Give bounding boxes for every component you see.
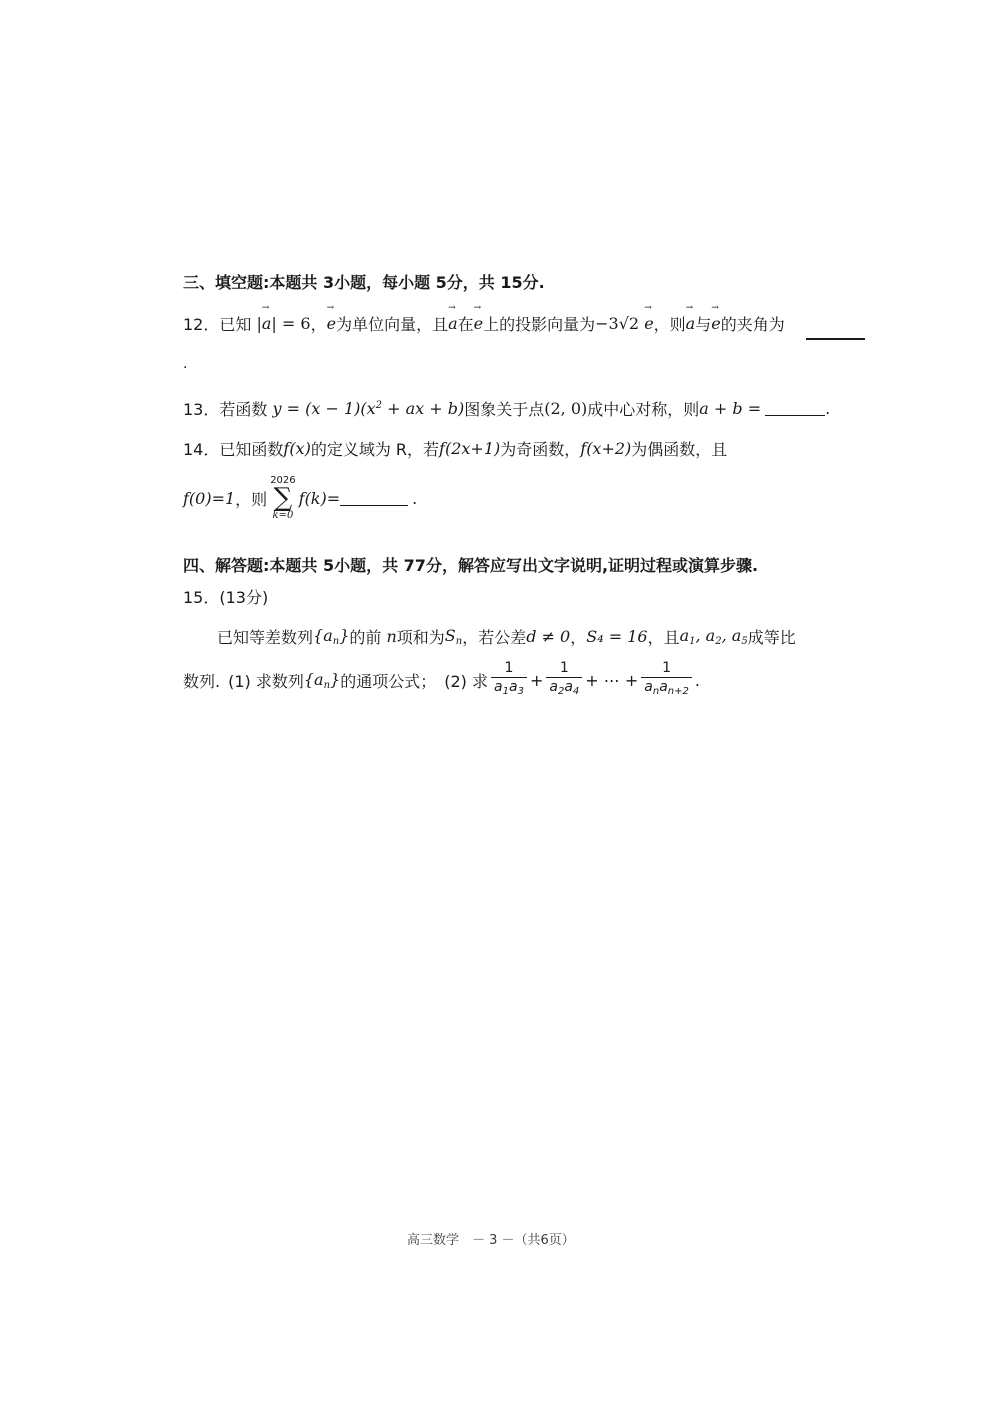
formula-projection: −3√2 → e	[595, 314, 654, 333]
question-15-text-7: 成等比	[747, 628, 796, 647]
question-13-text-2: 图象关于点	[464, 400, 545, 419]
question-12-text-2: ，	[310, 315, 327, 334]
question-13-end: .	[825, 399, 831, 418]
answer-blank-13[interactable]	[765, 401, 825, 416]
question-15-text-6: ，且	[647, 628, 680, 647]
question-15-number: 15．	[183, 588, 220, 607]
answer-blank-12[interactable]	[806, 338, 865, 340]
fraction-2-denominator: $a_2a_4$	[546, 677, 582, 701]
vector-a-2: → a	[686, 314, 696, 333]
question-14-text-5: ，则	[235, 489, 268, 509]
fraction-n	[641, 660, 692, 701]
formula-d-not-zero: d ≠ 0	[526, 627, 571, 646]
formula-f-x-plus-2: f(x+2)	[580, 439, 632, 458]
question-15-part-1: (1) 求数列	[228, 672, 304, 691]
fraction-1	[491, 660, 527, 701]
question-13-number: 13．	[183, 400, 220, 419]
section-4-header-text: 四、解答题:本题共 5小题，共 77分，解答应写出文字说明,证明过程或演算步骤.	[183, 556, 759, 575]
question-15-line-2	[183, 660, 700, 701]
formula-f0: f(0)=1	[183, 488, 236, 508]
question-15-end: .	[694, 671, 700, 690]
formula-sum-body: f(k)=	[298, 488, 341, 508]
section-3-header	[183, 270, 545, 293]
answer-blank-14[interactable]	[340, 491, 408, 506]
question-14-end: .	[412, 488, 418, 508]
question-14-number: 14．	[183, 440, 220, 459]
question-14	[183, 437, 727, 460]
question-15-text-2: 的前	[349, 628, 382, 647]
question-12-number: 12．	[183, 315, 220, 334]
question-12-text-7: 与	[695, 315, 712, 334]
question-15-text-5: ，	[570, 628, 587, 647]
formula-function-13: $y = (x - 1)(x^2$ + ax + b)	[267, 399, 465, 418]
question-15-text-8: 数列.	[183, 672, 221, 691]
question-15-header	[183, 585, 268, 608]
fraction-n-numerator: 1	[662, 660, 672, 676]
question-15-text-9: 的通项公式；	[340, 672, 437, 691]
section-4-header	[183, 553, 758, 576]
question-14-text-4: 为偶函数，且	[631, 440, 728, 459]
question-14-line-2	[183, 475, 417, 521]
question-12-trailing-dot	[183, 356, 187, 372]
ellipsis-sum: + ⋯ +	[585, 671, 639, 690]
fraction-2	[546, 660, 582, 701]
question-13-text-1: 若函数	[219, 400, 268, 419]
formula-sn: $S_n$	[444, 626, 463, 647]
question-15-line-1	[217, 625, 796, 648]
formula-n: n	[381, 627, 397, 646]
question-15-text-3: 项和为	[396, 628, 445, 647]
vector-e-3: → e	[711, 314, 720, 333]
section-3-header-text: 三、填空题:本题共 3小题，每小题 5分，共 15分.	[183, 273, 545, 292]
summation	[270, 475, 295, 521]
vector-a: → a	[448, 314, 458, 333]
vector-e: → e	[327, 314, 336, 333]
page-footer: 高三数学 － 3 －（共6页）	[407, 1233, 575, 1248]
question-13	[183, 397, 830, 420]
question-12-text-1: 已知	[219, 315, 252, 334]
question-13-text-3: 成中心对称，则	[587, 400, 700, 419]
sum-lower-limit: k=0	[272, 510, 294, 521]
plus-sign: +	[529, 671, 544, 690]
question-12-text-5: 上的投影向量为	[483, 315, 596, 334]
formula-a1-a2-a5: $a_1$, $a_2$, $a_5$	[679, 626, 748, 647]
fraction-n-denominator: $a_na_{n+2}$	[641, 677, 692, 701]
question-12-text-4: 在	[457, 315, 474, 334]
question-12-text-6: ，则	[653, 315, 686, 334]
question-12-text-8: 的夹角为	[720, 315, 785, 334]
question-14-text-2: 的定义域为 R，若	[310, 440, 440, 459]
fraction-2-numerator: 1	[559, 660, 569, 676]
question-15-text-4: ，若公差	[462, 628, 527, 647]
formula-s4: S₄ = 16	[586, 627, 648, 646]
question-15-score: (13分)	[219, 588, 269, 607]
sum-upper-limit: 2026	[270, 475, 296, 486]
question-14-text-3: 为奇函数，	[500, 440, 581, 459]
formula-fx: f(x)	[283, 439, 311, 458]
formula-a-plus-b: a + b =	[699, 399, 762, 418]
question-12-dot: .	[183, 356, 188, 372]
question-14-text-1: 已知函数	[219, 440, 284, 459]
fraction-1-numerator: 1	[504, 660, 514, 676]
formula-norm-a: |→ a| = 6	[251, 314, 310, 333]
vector-e-2: → e	[474, 314, 483, 333]
fraction-1-denominator: $a_1a_3$	[491, 677, 527, 701]
question-15-part-2: (2) 求	[444, 672, 488, 691]
question-12-text-3: 为单位向量，且	[336, 315, 449, 334]
question-12	[183, 312, 785, 335]
formula-sequence-an: $\{a_n\}$	[313, 626, 350, 647]
sigma-icon: ∑	[273, 483, 293, 513]
formula-f-2x-plus-1: f(2x+1)	[439, 439, 501, 458]
question-15-text-1: 已知等差数列	[217, 628, 314, 647]
formula-sequence-an-2: $\{a_n\}$	[303, 670, 341, 691]
formula-point: (2, 0)	[544, 399, 588, 418]
